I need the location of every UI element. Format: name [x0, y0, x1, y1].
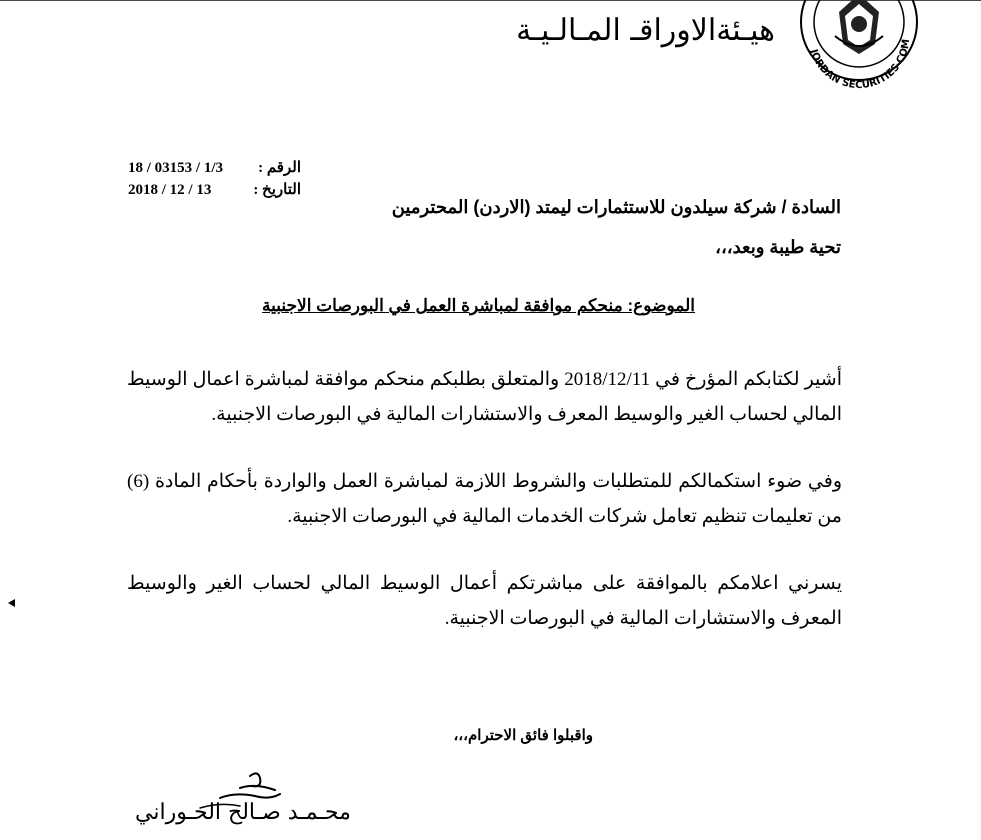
addressee-line: السادة / شركة سيلدون للاستثمارات ليمتد (الاردن) المحترمين — [391, 197, 841, 217]
signatory-name: محـمـد صـالح الحـوراني — [135, 800, 351, 825]
seal-text: JORDAN SECURITIES COM — [807, 38, 913, 92]
reference-values — [128, 157, 223, 201]
reference-number-label: الرقم : — [258, 160, 301, 176]
reference-number-value: 18 / 03153 / 1/3 — [128, 160, 224, 176]
subject-line: الموضوع: منحكم موافقة لمباشرة العمل في البورصات الاجنبية — [262, 296, 695, 315]
reference-labels — [253, 157, 301, 201]
body-paragraph-1: أشير لكتابكم المؤرخ في 2018/12/11 والمتعلق بطلبكم منحكم موافقة لمباشرة اعمال الوسيط المالي لحساب الغير والوسيط المعرف والاستشارات المالية في البورصات الاجنبية. — [127, 369, 842, 425]
reference-date-value: 2018 / 12 / 13 — [128, 182, 212, 198]
jsc-seal-logo — [795, 0, 923, 94]
greeting-line: تحية طيبة وبعد،،، — [715, 237, 841, 257]
reference-date-label: التاريخ : — [253, 182, 301, 198]
body-paragraph-3: يسرني اعلامكم بالموافقة على مباشرتكم أعمال الوسيط المالي لحساب الغير والوسيط المعرف والاستشارات المالية في البورصات الاجنبية. — [127, 573, 842, 629]
body-paragraph-2: وفي ضوء استكمالكم للمتطلبات والشروط اللازمة لمباشرة العمل والواردة بأحكام المادة (6) من تعليمات تنظيم تعامل شركات الخدمات المالية في البورصات الاجنبية. — [127, 471, 842, 527]
scroll-left-arrow-icon[interactable] — [8, 599, 15, 607]
closing-line: واقبلوا فائق الاحترام،،، — [453, 727, 593, 744]
organization-name: هيـئةالاوراقـ المـالـيـة — [516, 13, 775, 48]
